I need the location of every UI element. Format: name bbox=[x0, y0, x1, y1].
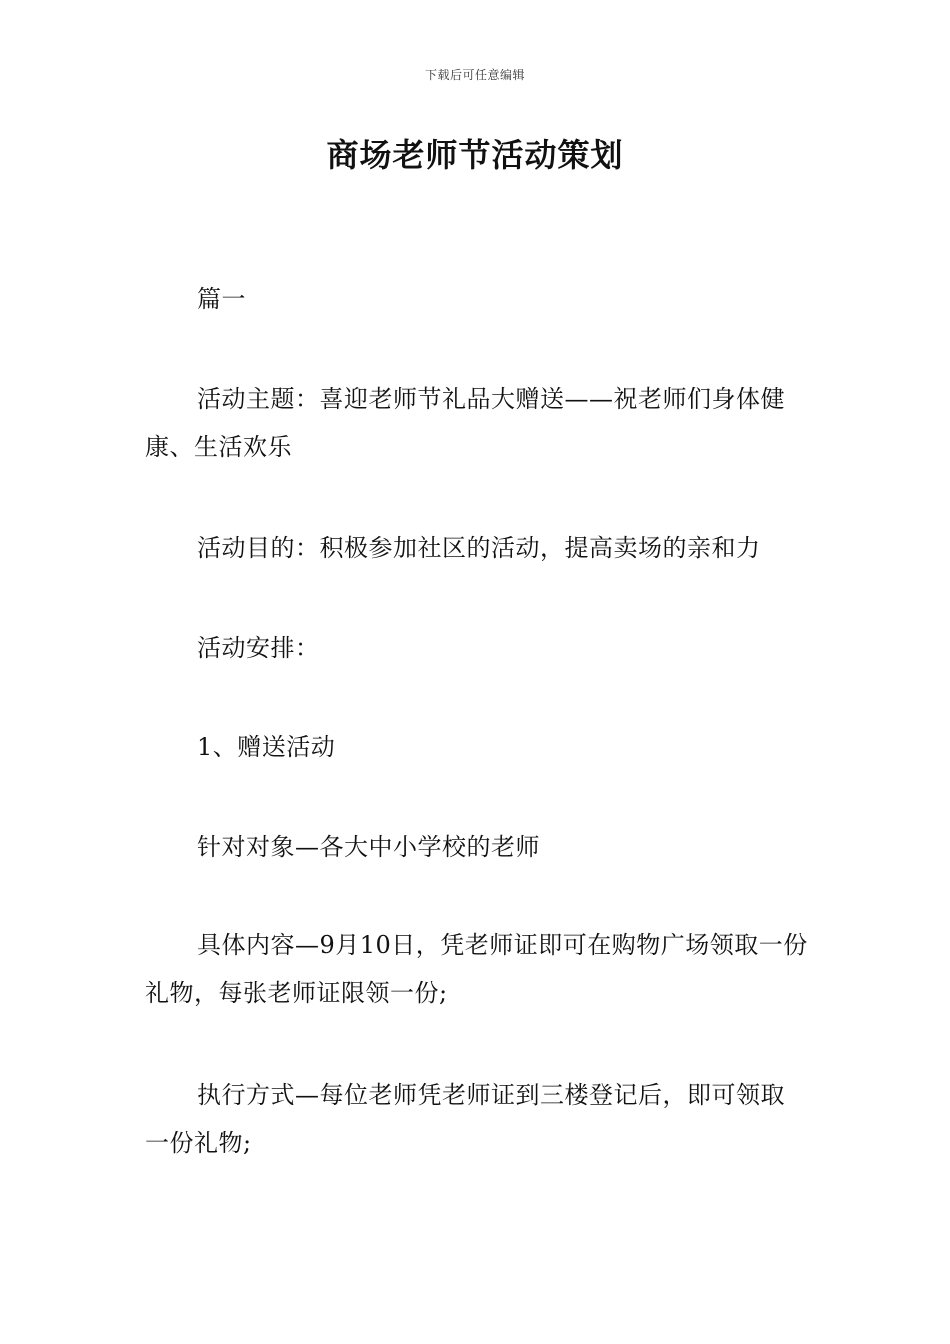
section-heading: 篇一 bbox=[197, 285, 246, 313]
paragraph-item-gift: 1、赠送活动 bbox=[197, 733, 336, 761]
paragraph-purpose: 活动目的：积极参加社区的活动，提高卖场的亲和力 bbox=[197, 534, 761, 562]
paragraph-details: 具体内容—9月10日，凭老师证即可在购物广场领取一份礼物，每张老师证限领一份; bbox=[145, 931, 808, 1007]
paragraph-arrangement: 活动安排： bbox=[197, 634, 320, 662]
document-title: 商场老师节活动策划 bbox=[326, 136, 624, 174]
paragraph-target: 针对对象—各大中小学校的老师 bbox=[197, 833, 540, 861]
paragraph-execution: 执行方式—每位老师凭老师证到三楼登记后，即可领取一份礼物; bbox=[145, 1081, 785, 1157]
header-note: 下载后可任意编辑 bbox=[424, 68, 525, 82]
paragraph-theme: 活动主题：喜迎老师节礼品大赠送——祝老师们身体健康、生活欢乐 bbox=[145, 385, 785, 461]
